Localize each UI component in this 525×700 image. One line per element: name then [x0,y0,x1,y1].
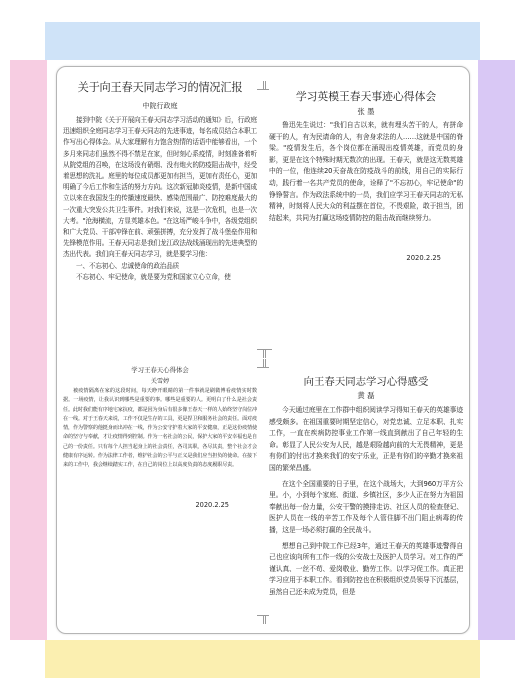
doc4-author: 黄 磊 [357,391,375,400]
left-color-band [10,60,47,640]
doc4-title: 向王春天同志学习心得感受 [303,376,429,388]
doc3-title: 学习王春天心得体会 [131,366,189,374]
document-page-4[interactable] [269,357,463,629]
doc1-paragraph: 一、不忘初心、忠诚使命的政治品质 [76,261,180,270]
doc1-paragraph: 接到中院《关于开展向王春天同志学习活动的通知》后，行政庭迅速组织全庭同志学习王春天同志的先进事迹，每名成员结合本职工作写出心得体会。从大家理解有力饱含热情的话语中能够看出，一个多月来同志们虽然不得不禁足在家，但时刻心系疫情，时刻准备着听从院党组的召唤，在这场没有硝烟、没有炮火的防疫阻击战中，经受着思想的洗礼。庭里的每位成员都更加有担当，更加有责任心，更加明确了今后工作和生活的努力方向。这次新冠肺炎疫情，是新中国成立以来在我国发生的传播速度最快、感染范围最广、防控难度最大的一次重大突发公共卫生事件。对我们来说，这是一次危机，也是一次大考。"沧海横流，方显英雄本色。"在这场严峻斗争中，各级党组织和广大党员、干部冲锋在前、顽强拼搏，充分发挥了战斗堡垒作用和先锋模范作用。王春天同志是我们龙江政法战线涌现出的先进典型的杰出代表。我们向王春天同志学习，就是要学习他： [63,116,257,259]
doc1-paragraph: 不忘初心、牢记使命，就是要为党和国家立心立命，使 [76,272,231,281]
doc2-date: 2020.2.25 [406,254,441,263]
document-page-2[interactable] [269,71,463,349]
doc2-paragraph: 鲁迅先生说过："我们自古以来，就有埋头苦干的人，有拼命硬干的人，有为民请命的人，有舍身求法的人……这就是中国的脊梁。"疫情发生后，各个岗位都在涌现出疫情英雄，而党员的身影，更是在这个特殊时期无数次的出现。王春天，就是这无数英雄中的一位，他连续20天奋战在防疫战斗的前线，用自己的实际行动，践行着一名共产党员的使命，诠释了"不忘初心，牢记使命"的铮铮誓言。作为政法系统中的一员，我们应学习王春天同志的无私精神，时刻将人民大众的利益摆在首位，不畏艰险，敢于担当，团结起来，共同为打赢这场疫情防控的阻击战而继续努力。 [269,121,463,222]
doc2-body [269,120,463,224]
top-color-band [45,22,480,60]
document-preview[interactable] [56,66,470,634]
doc3-body [63,387,257,471]
doc4-paragraph: 在这个全国重要的日子里，在这个战场大，大到960万平方公里。小，小到每个家庭、街道、乡镇社区，多少人正在努力为祖国奉献出每一份力量，公安干警的摸排走访、社区人员的检查登记、医护人员在一线的辛苦工作及每个人管住脚不出门阻止病毒的传播，这是一场必须打赢的全民战斗。 [269,479,463,534]
doc4-body [269,405,463,599]
crop-mark [257,359,266,368]
document-page-1[interactable] [63,71,257,349]
bottom-color-band [45,640,480,678]
doc4-paragraph: 想想自己到中院工作已经3年，通过王春天的英雄事迹警得自己也应该向所有工作一线的公安战士及医护人员学习。对工作的严谨认真、一丝不苟、爱岗敬业、勤劳工作。以学习促工作。真正把学习应用于本职工作。看到防控也在积极组织党员领导下沉基层，虽然自己还未成为党员，但是 [269,541,463,596]
doc3-author: 关雪婷 [150,378,170,385]
document-page-3[interactable] [63,357,257,629]
doc3-date: 2020.2.25 [195,500,229,509]
right-color-band [478,60,515,640]
doc1-author: 中院行政庭 [142,102,178,110]
doc2-title: 学习英模王春天事迹心得体会 [295,90,437,103]
doc1-title: 关于向王春天同志学习的情况汇报 [77,81,243,94]
doc4-paragraph: 今天通过庭里在工作群中组织阅读学习得知王春天的英雄事迹感受颇多。在祖国重要时期坚定信心，对党忠诚、立足本职、扎实工作，一直在疾病防控事业工作第一线直到献出了自己年轻的生命。彰显了人民公安为人民，越是艰险越向前的大无畏精神，更是有你们的付出才换来我们的安宁乐业，正是有你们的辛勤才换来祖国的繁荣昌盛。 [269,406,463,472]
doc3-paragraph: 被疫情隔离在家的这段时间，每天睁开眼睛的第一件事就是刷微博看疫情实时数据。一场疫情，让我认识到哪些是重要的事。哪些是重要的人。更明白了什么是社会责任。此时我们能有序地宅家抗疫，都是因为身后有很多像王春天一样的人始终坚守岗位冲在一线。对于王春天来说，工作不仅是生存的工具，更是捍卫和服务社会的责任。面对疫情，作为警察的他挺身而出冲在一线，作为公安守护着大家的平安健康，正是这份疫情使命的坚守与奉献，才让疫情得到控制。作为一名社会的公民，保护大家的平安幸福也是自己的一份责任。只有每个人担当起身上的社会责任，各司其职，各尽其责，整个社会才会健康有序运转。作为法律工作者，维护社会的公平与正义是我们应当担负的使命。在接下来的工作中，我会继续踏实工作，在自己的岗位上以高度负责的态度履职尽责。 [63,388,257,469]
doc2-author: 张 墨 [357,107,375,116]
doc1-body [63,115,257,283]
